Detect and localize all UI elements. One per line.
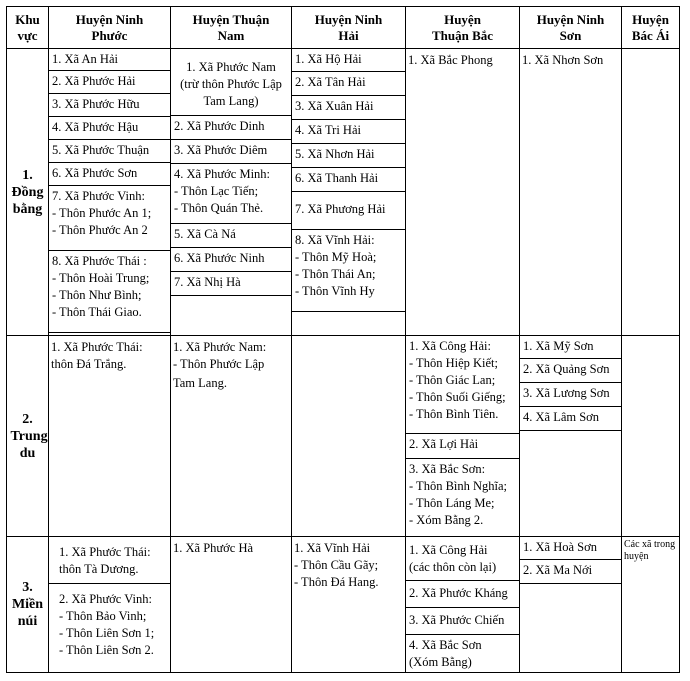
list-item: 8. Xã Vĩnh Hải: - Thôn Mỹ Hoà; - Thôn Thái An; - Thôn Vĩnh Hy xyxy=(291,230,406,312)
list-item: 4. Xã Tri Hải xyxy=(291,120,406,144)
list-item: 1. Xã Phước Thái: thôn Tà Dương. xyxy=(48,536,171,584)
zone-mien-nui: 3. Miền núi xyxy=(6,536,49,673)
list-item: 1. Xã An Hải xyxy=(48,48,171,71)
list-item: 1. Xã Hoà Sơn xyxy=(519,536,622,560)
list-item: 5. Xã Phước Thuận xyxy=(48,140,171,163)
dong-bang-ninh-hai xyxy=(291,48,406,312)
mien-nui-bac-ai: Các xã trong huyện xyxy=(624,539,676,562)
list-item: 2. Xã Tân Hải xyxy=(291,72,406,96)
list-item: 4. Xã Lâm Sơn xyxy=(519,407,622,431)
list-item: 1. Xã Hộ Hải xyxy=(291,48,406,72)
zone-dong-bang: 1. Đồng bằng xyxy=(6,48,49,336)
list-item: 2. Xã Ma Nới xyxy=(519,560,622,584)
header-ninh-son: Huyện Ninh Sơn xyxy=(519,6,622,49)
list-item: 4. Xã Phước Minh: - Thôn Lạc Tiến; - Thôn Quán Thẻ. xyxy=(170,164,292,224)
list-item: 8. Xã Phước Thái : - Thôn Hoài Trung; - Thôn Như Bình; - Thôn Thái Giao. xyxy=(48,251,171,333)
trung-du-thuan-nam: 1. Xã Phước Nam: - Thôn Phước Lập Tam Lang. xyxy=(173,340,267,390)
list-item: 3. Xã Phước Hữu xyxy=(48,94,171,117)
dong-bang-ninh-phuoc xyxy=(48,48,171,333)
list-item: 3. Xã Xuân Hải xyxy=(291,96,406,120)
dong-bang-thuan-bac xyxy=(405,48,526,73)
list-item: 2. Xã Phước Dinh xyxy=(170,116,292,140)
dong-bang-thuan-nam xyxy=(170,48,292,296)
trung-du-ninh-son xyxy=(519,335,622,431)
mien-nui-thuan-nam: 1. Xã Phước Hà xyxy=(173,541,254,555)
trung-du-thuan-bac xyxy=(405,335,520,537)
list-item: 7. Xã Phương Hải xyxy=(291,192,406,230)
list-item: 2. Xã Lợi Hải xyxy=(405,434,520,459)
list-item: 7. Xã Phước Vinh: - Thôn Phước An 1; - Thôn Phước An 2 xyxy=(48,186,171,251)
header-thuan-bac: Huyện Thuận Bắc xyxy=(405,6,520,49)
list-item: 1. Xã Công Hải (các thôn còn lại) xyxy=(405,536,520,581)
list-item: 1. Xã Mỹ Sơn xyxy=(519,335,622,359)
list-item: 3. Xã Lương Sơn xyxy=(519,383,622,407)
list-item: 2. Xã Phước Hải xyxy=(48,71,171,94)
list-item: 4. Xã Phước Hậu xyxy=(48,117,171,140)
list-item: 2. Xã Phước Vinh: - Thôn Bảo Vinh; - Thôn Liên Sơn 1; - Thôn Liên Sơn 2. xyxy=(48,584,171,673)
list-item: 1. Xã Công Hải: - Thôn Hiệp Kiết; - Thôn Giác Lan; - Thôn Suối Giếng; - Thôn Bình Tiên. xyxy=(405,335,520,434)
mien-nui-ninh-hai: 1. Xã Vĩnh Hải - Thôn Cầu Gãy; - Thôn Đá Hang. xyxy=(294,541,379,589)
header-khu-vuc: Khu vực xyxy=(6,6,49,49)
list-item: 1. Xã Phước Nam (trừ thôn Phước Lập Tam Lang) xyxy=(170,48,292,116)
list-item: 6. Xã Phước Sơn xyxy=(48,163,171,186)
list-item: 4. Xã Bắc Sơn (Xóm Bằng) xyxy=(405,635,520,673)
list-item: 6. Xã Thanh Hải xyxy=(291,168,406,192)
mien-nui-ninh-son xyxy=(519,536,622,584)
list-item: 3. Xã Phước Chiến xyxy=(405,608,520,635)
header-ninh-hai: Huyện Ninh Hải xyxy=(291,6,406,49)
dong-bang-ninh-son xyxy=(519,48,628,73)
header-bac-ai: Huyện Bác Ái xyxy=(621,6,680,49)
list-item: 5. Xã Cà Ná xyxy=(170,224,292,248)
list-item: 3. Xã Bắc Sơn: - Thôn Bình Nghĩa; - Thôn Láng Me; - Xóm Bằng 2. xyxy=(405,459,520,537)
list-item: 6. Xã Phước Ninh xyxy=(170,248,292,272)
header-ninh-phuoc: Huyện Ninh Phước xyxy=(48,6,171,49)
zone-trung-du: 2. Trung du xyxy=(6,335,49,537)
list-item: 5. Xã Nhơn Hải xyxy=(291,144,406,168)
list-item: 2. Xã Phước Kháng xyxy=(405,581,520,608)
trung-du-ninh-phuoc: 1. Xã Phước Thái: thôn Đá Trắng. xyxy=(51,340,143,371)
list-item: 3. Xã Phước Diêm xyxy=(170,140,292,164)
mien-nui-ninh-phuoc xyxy=(48,536,171,673)
list-item: 1. Xã Bắc Phong xyxy=(408,53,493,67)
list-item: 1. Xã Nhơn Sơn xyxy=(522,53,604,67)
list-item: 7. Xã Nhị Hà xyxy=(170,272,292,296)
header-thuan-nam: Huyện Thuận Nam xyxy=(170,6,292,49)
region-table xyxy=(6,6,680,673)
list-item: 2. Xã Quảng Sơn xyxy=(519,359,622,383)
mien-nui-thuan-bac xyxy=(405,536,520,673)
